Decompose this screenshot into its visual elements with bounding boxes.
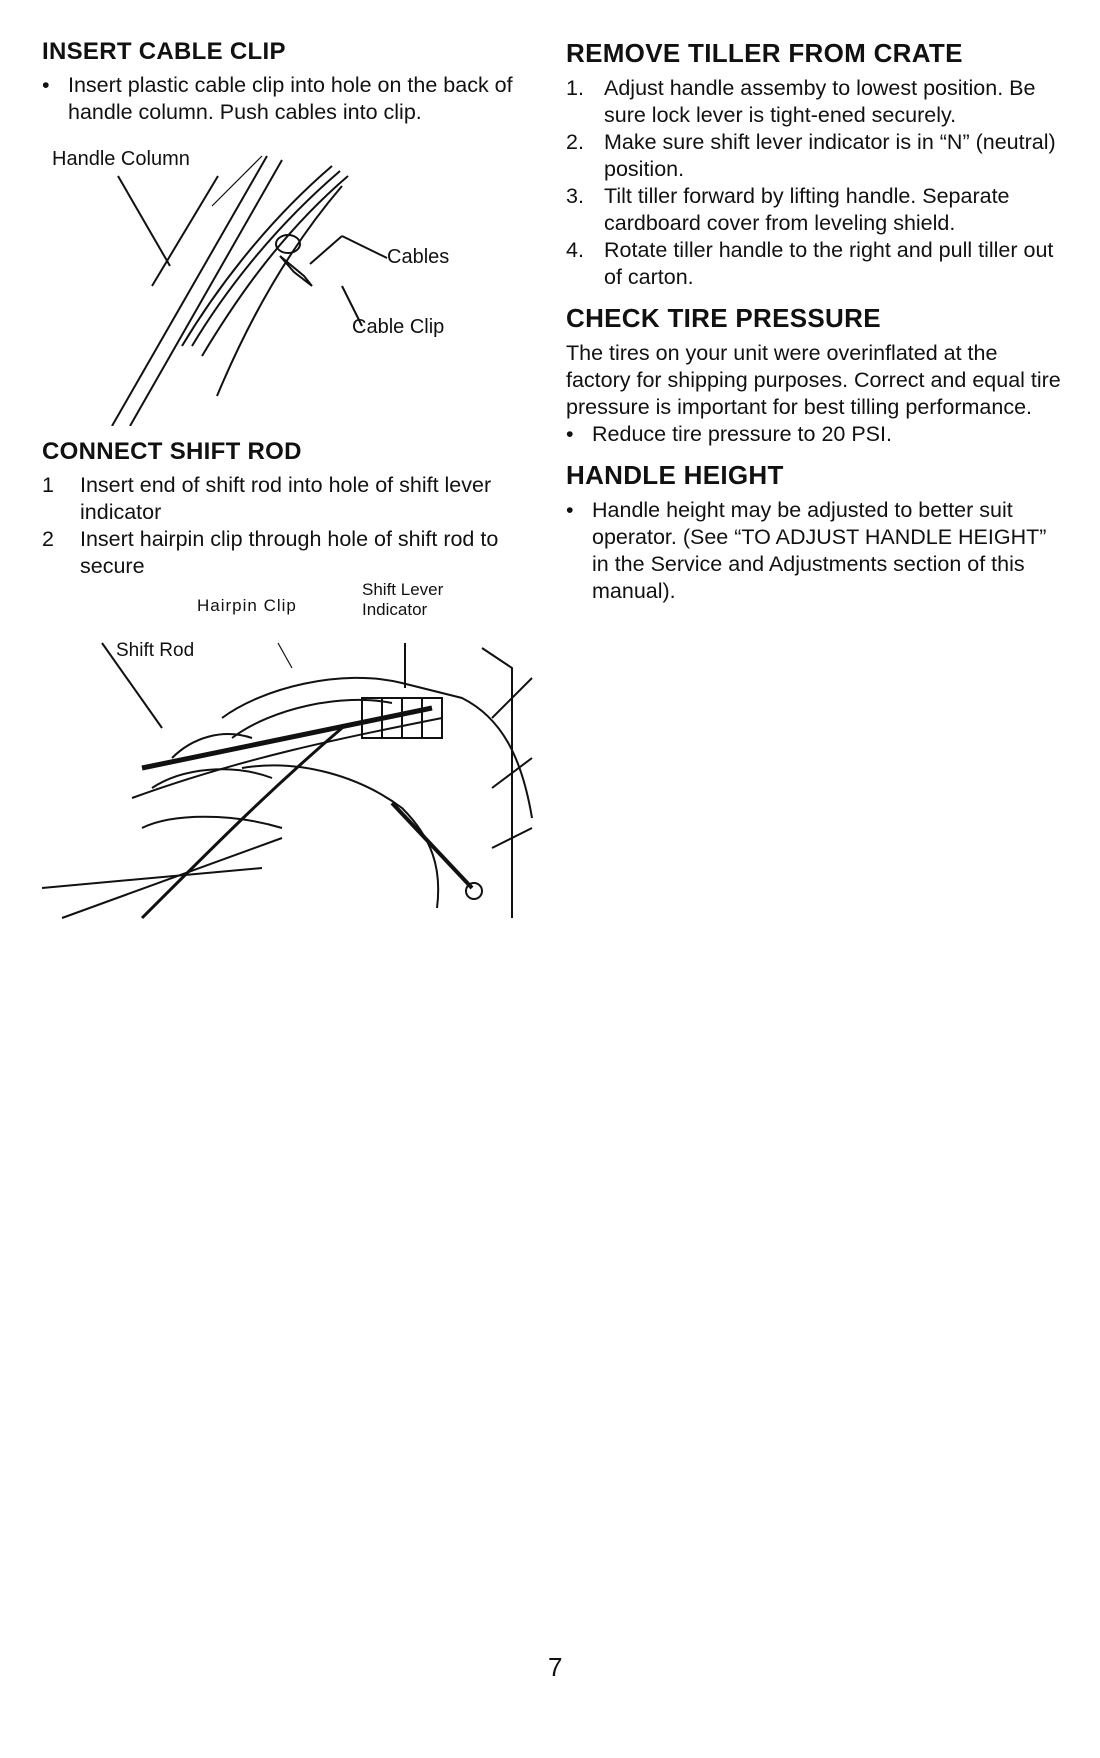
cable-clip-bullet <box>42 72 542 126</box>
shift-lever-indicator-label: Shift Lever Indicator <box>362 580 444 619</box>
remove-tiller-step <box>566 75 1066 129</box>
cable-clip-label: Cable Clip <box>352 316 445 338</box>
step-number: 2. <box>566 130 584 154</box>
handle-height-bullet <box>566 497 1066 605</box>
tire-pressure-bullet-text: Reduce tire pressure to 20 PSI. <box>592 422 892 446</box>
cable-clip-bullet-text: Insert plastic cable clip into hole on the back of handle column. Push cables into clip. <box>68 73 513 124</box>
step-text: Make sure shift lever indicator is in “N” (neutral) position. <box>604 130 1056 181</box>
step-number: 1 <box>42 473 54 497</box>
shift-rod-step <box>42 472 542 526</box>
cable-clip-figure <box>42 146 542 426</box>
right-column <box>566 38 1066 617</box>
tire-pressure-bullet <box>566 421 1066 448</box>
step-number: 3. <box>566 184 584 208</box>
remove-tiller-step <box>566 237 1066 291</box>
remove-tiller-section <box>566 38 1066 291</box>
tire-pressure-heading: CHECK TIRE PRESSURE <box>566 303 881 333</box>
step-text: Insert hairpin clip through hole of shift rod to secure <box>80 527 499 578</box>
shift-rod-step <box>42 526 542 580</box>
step-number: 4. <box>566 238 584 262</box>
step-number: 1. <box>566 76 584 100</box>
remove-tiller-step <box>566 129 1066 183</box>
left-column <box>42 38 542 960</box>
remove-tiller-step <box>566 183 1066 237</box>
step-text: Tilt tiller forward by lifting handle. Separate cardboard cover from leveling shield. <box>604 184 1010 235</box>
remove-tiller-heading: REMOVE TILLER FROM CRATE <box>566 38 963 68</box>
step-number: 2 <box>42 527 54 551</box>
handle-height-heading: HANDLE HEIGHT <box>566 460 784 490</box>
tire-pressure-section <box>566 303 1066 448</box>
tire-pressure-paragraph: The tires on your unit were overinflated at the factory for shipping purposes. Correct and equal tire pressure is important for best tilling performance. <box>566 341 1061 419</box>
hairpin-clip-label: Hairpin Clip <box>197 596 297 615</box>
shift-rod-label: Shift Rod <box>116 640 195 661</box>
bullet-marker: • <box>566 498 574 522</box>
handle-height-bullet-text: Handle height may be adjusted to better suit operator. (See “TO ADJUST HANDLE HEIGHT” in the Service and Adjustments section of this manual). <box>592 498 1047 603</box>
handle-column-label: Handle Column <box>52 148 190 170</box>
cable-clip-bullets <box>42 72 542 126</box>
bullet-marker: • <box>566 422 574 446</box>
cables-label: Cables <box>387 246 450 268</box>
shift-rod-section <box>42 438 542 948</box>
handle-height-section <box>566 460 1066 605</box>
cable-clip-heading: INSERT CABLE CLIP <box>42 38 286 65</box>
tire-pressure-bullets <box>566 421 1066 448</box>
step-text: Rotate tiller handle to the right and pull tiller out of carton. <box>604 238 1054 289</box>
bullet-marker: • <box>42 73 50 97</box>
cable-clip-illustration <box>42 146 542 426</box>
cable-clip-section <box>42 38 542 426</box>
handle-height-bullets <box>566 497 1066 605</box>
step-text: Insert end of shift rod into hole of shift lever indicator <box>80 473 492 524</box>
shift-rod-steps <box>42 472 542 580</box>
page-number: 7 <box>548 1652 563 1682</box>
shift-rod-figure <box>42 580 542 948</box>
step-text: Adjust handle assemby to lowest position. Be sure lock lever is tight-ened securely. <box>604 76 1036 127</box>
shift-rod-heading: CONNECT SHIFT ROD <box>42 438 302 465</box>
remove-tiller-steps <box>566 75 1066 291</box>
